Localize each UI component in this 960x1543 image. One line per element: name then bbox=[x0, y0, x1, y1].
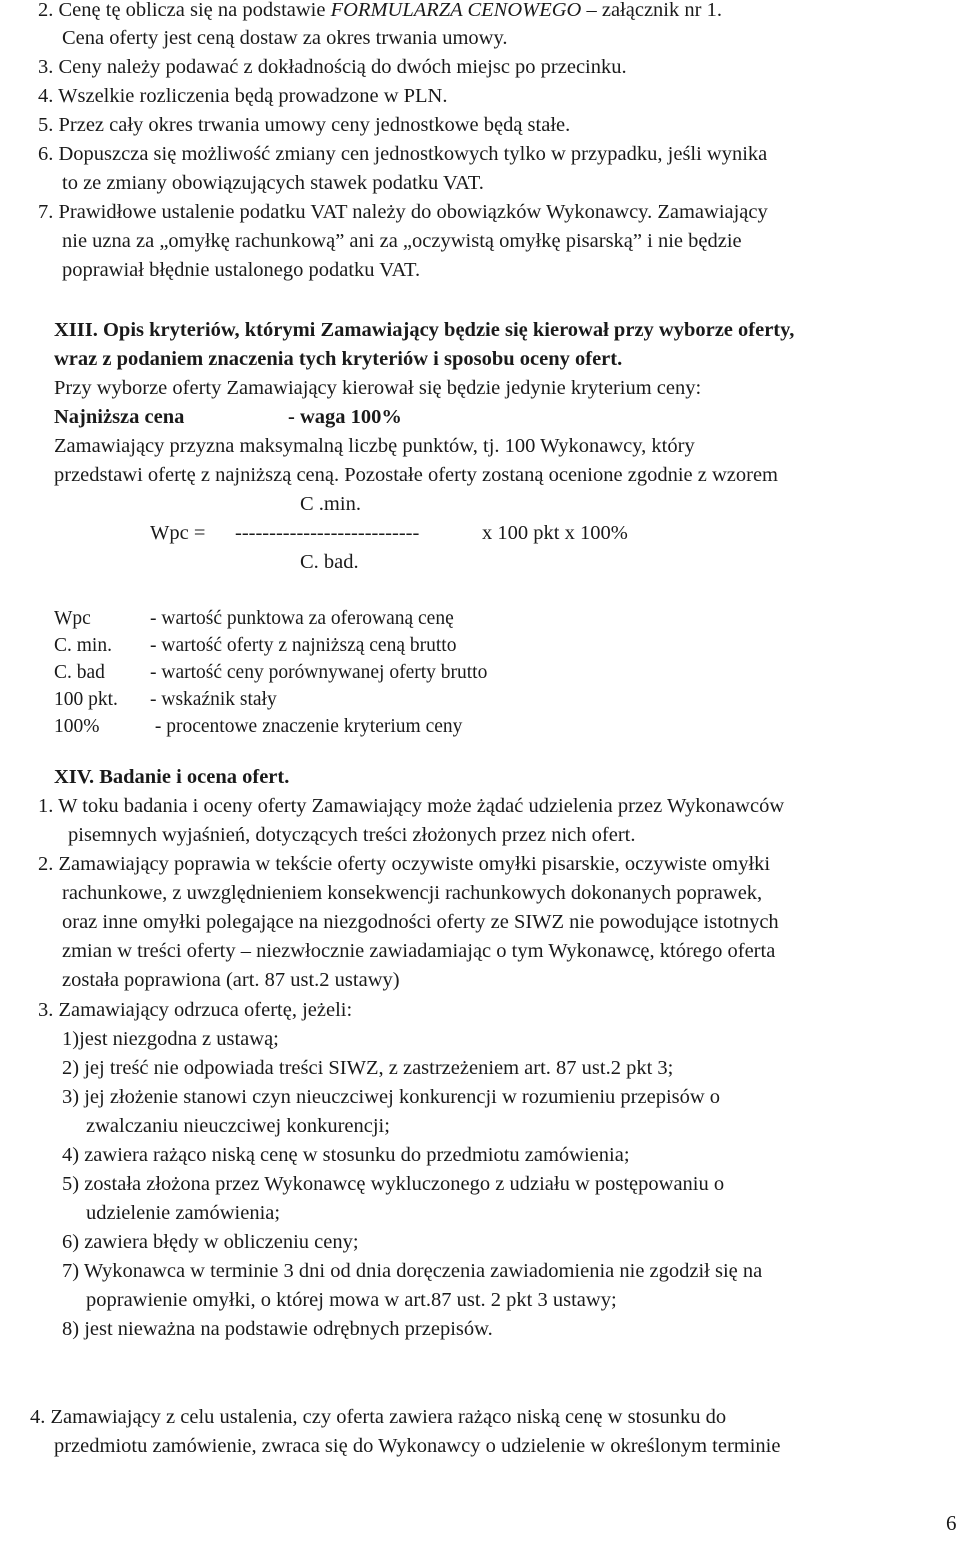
criterion-weight: - waga 100% bbox=[288, 406, 402, 428]
scoring-paragraph: Zamawiający przyzna maksymalną liczbę punktów, tj. 100 Wykonawcy, który bbox=[54, 435, 695, 457]
xiv-item-2-cont: rachunkowe, z uwzględnieniem konsekwencji rachunkowych dokonanych poprawek, bbox=[62, 882, 763, 904]
list-text: Cenę tę oblicza się na podstawie bbox=[58, 0, 331, 21]
form-reference: FORMULARZA CENOWEGO bbox=[330, 0, 582, 21]
section-xiv-heading: XIV. Badanie i ocena ofert. bbox=[54, 766, 290, 788]
list-number: 7. bbox=[38, 201, 54, 223]
list-item-5 bbox=[38, 111, 570, 139]
xiv-subitem-2: 2) jej treść nie odpowiada treści SIWZ, z zastrzeżeniem art. 87 ust.2 pkt 3; bbox=[62, 1057, 674, 1079]
legend-desc: - procentowe znaczenie kryterium ceny bbox=[150, 716, 463, 737]
list-number: 2. bbox=[38, 0, 54, 21]
list-number: 3. bbox=[38, 56, 54, 78]
legend-desc: - wartość oferty z najniższą ceną brutto bbox=[150, 635, 457, 656]
list-text: Ceny należy podawać z dokładnością do dwóch miejsc po przecinku. bbox=[58, 56, 627, 78]
list-item-2-cont: Cena oferty jest ceną dostaw za okres trwania umowy. bbox=[62, 27, 508, 49]
section-xiii-heading: XIII. Opis kryteriów, którymi Zamawiający będzie się kierował przy wyborze oferty, bbox=[54, 319, 795, 341]
xiv-item-2-cont: zmian w treści oferty – niezwłocznie zawiadamiając o tym Wykonawcę, którego oferta bbox=[62, 940, 776, 962]
xiv-item-4: 4. Zamawiający z celu ustalenia, czy oferta zawiera rażąco niską cenę w stosunku do bbox=[30, 1406, 727, 1428]
legend-row bbox=[54, 605, 454, 633]
legend-key: C. bad bbox=[54, 662, 105, 683]
xiv-item-4-cont: przedmiotu zamówienie, zwraca się do Wykonawcy o udzielenie w określonym terminie bbox=[54, 1435, 781, 1457]
xiv-subitem-7: 7) Wykonawca w terminie 3 dni od dnia doręczenia zawiadomienia nie zgodził się na bbox=[62, 1260, 763, 1282]
list-item-7-cont-2: poprawiał błędnie ustalonego podatku VAT. bbox=[62, 259, 421, 281]
list-item-2 bbox=[38, 0, 722, 24]
list-text-end: – załącznik nr 1. bbox=[581, 0, 722, 21]
xiv-subitem-4: 4) zawiera rażąco niską cenę w stosunku do przedmiotu zamówienia; bbox=[62, 1144, 630, 1166]
legend-row bbox=[54, 713, 462, 741]
xiv-subitem-5: 5) została złożona przez Wykonawcę wykluczonego z udziału w postępowaniu o bbox=[62, 1173, 725, 1195]
list-text: Wszelkie rozliczenia będą prowadzone w PLN. bbox=[58, 85, 448, 107]
legend-key: 100% bbox=[54, 716, 100, 737]
formula-lhs: Wpc = bbox=[150, 522, 206, 544]
page-number: 6 bbox=[946, 1511, 957, 1535]
section-xiii-heading-cont: wraz z podaniem znaczenia tych kryteriów i sposobu oceny ofert. bbox=[54, 348, 623, 370]
legend-desc: - wskaźnik stały bbox=[150, 689, 277, 710]
list-item-6-cont: to ze zmiany obowiązujących stawek podatku VAT. bbox=[62, 172, 484, 194]
xiv-subitem-6: 6) zawiera błędy w obliczeniu ceny; bbox=[62, 1231, 359, 1253]
legend-row bbox=[54, 659, 487, 687]
formula-numerator: C .min. bbox=[300, 493, 361, 515]
formula-denominator: C. bad. bbox=[300, 551, 359, 573]
legend-row bbox=[54, 632, 456, 660]
list-text: Prawidłowe ustalenie podatku VAT należy do obowiązków Wykonawcy. Zamawiający bbox=[58, 201, 768, 223]
list-text: Przez cały okres trwania umowy ceny jednostkowe będą stałe. bbox=[58, 114, 571, 136]
xiv-item-1-cont: pisemnych wyjaśnień, dotyczących treści złożonych przez nich ofert. bbox=[68, 824, 636, 846]
legend-desc: - wartość punktowa za oferowaną cenę bbox=[150, 608, 454, 629]
list-number: 5. bbox=[38, 114, 54, 136]
xiv-subitem-3: 3) jej złożenie stanowi czyn nieuczciwej konkurencji w rozumieniu przepisów o bbox=[62, 1086, 721, 1108]
legend-key: Wpc bbox=[54, 608, 91, 629]
list-number: 4. bbox=[38, 85, 54, 107]
legend-key: C. min. bbox=[54, 635, 112, 656]
formula-multiplier: x 100 pkt x 100% bbox=[482, 522, 628, 544]
xiv-item-3: 3. Zamawiający odrzuca ofertę, jeżeli: bbox=[38, 999, 353, 1021]
list-item-7 bbox=[38, 198, 768, 226]
xiv-subitem-3-cont: zwalczaniu nieuczciwej konkurencji; bbox=[86, 1115, 390, 1137]
xiv-subitem-1: 1)jest niezgodna z ustawą; bbox=[62, 1028, 279, 1050]
legend-desc: - wartość ceny porównywanej oferty brutto bbox=[150, 662, 488, 683]
xiv-item-2-cont: oraz inne omyłki polegające na niezgodności oferty ze SIWZ nie powodujące istotnych bbox=[62, 911, 779, 933]
xiv-subitem-8: 8) jest nieważna na podstawie odrębnych przepisów. bbox=[62, 1318, 493, 1340]
xiv-subitem-7-cont: poprawienie omyłki, o której mowa w art.87 ust. 2 pkt 3 ustawy; bbox=[86, 1289, 617, 1311]
xiv-item-1: 1. W toku badania i oceny oferty Zamawiający może żądać udzielenia przez Wykonawców bbox=[38, 795, 785, 817]
xiv-item-2-cont: została poprawiona (art. 87 ust.2 ustawy) bbox=[62, 969, 400, 991]
criterion-intro: Przy wyborze oferty Zamawiający kierował się będzie jedynie kryterium ceny: bbox=[54, 377, 702, 399]
criterion-name: Najniższa cena bbox=[54, 406, 185, 428]
list-item-3 bbox=[38, 53, 627, 81]
legend-key: 100 pkt. bbox=[54, 689, 118, 710]
formula-fraction-bar: --------------------------- bbox=[235, 522, 420, 544]
list-item-6 bbox=[38, 140, 767, 168]
list-number: 6. bbox=[38, 143, 54, 165]
scoring-paragraph-cont: przedstawi ofertę z najniższą ceną. Pozostałe oferty zostaną ocenione zgodnie z wzorem bbox=[54, 464, 778, 486]
list-item-4 bbox=[38, 82, 447, 110]
legend-row bbox=[54, 686, 277, 714]
xiv-subitem-5-cont: udzielenie zamówienia; bbox=[86, 1202, 281, 1224]
xiv-item-2: 2. Zamawiający poprawia w tekście oferty oczywiste omyłki pisarskie, oczywiste omyłki bbox=[38, 853, 771, 875]
list-text: Dopuszcza się możliwość zmiany cen jednostkowych tylko w przypadku, jeśli wynika bbox=[58, 143, 768, 165]
list-item-7-cont-1: nie uzna za „omyłkę rachunkową” ani za „oczywistą omyłkę pisarską” i nie będzie bbox=[62, 230, 742, 252]
